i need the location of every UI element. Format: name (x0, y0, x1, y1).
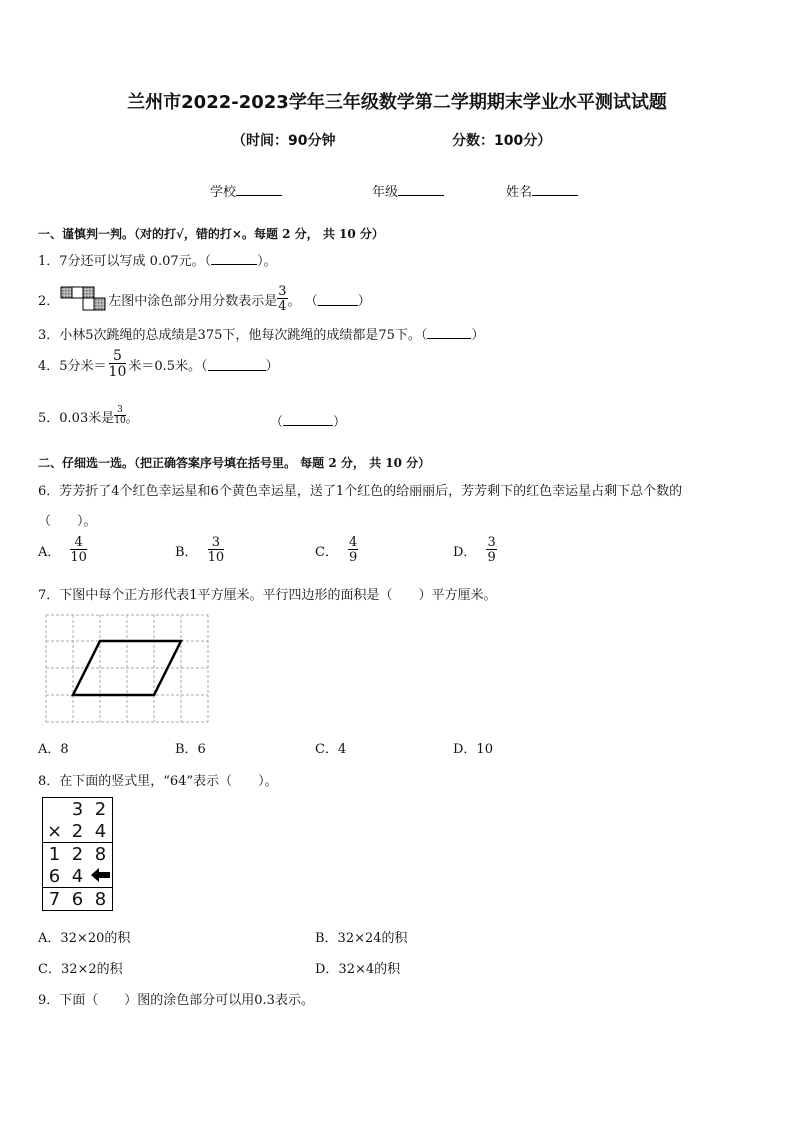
mult-cell: 8 (89, 888, 113, 911)
q7-option-b[interactable]: B．6 (175, 742, 206, 757)
q6-option-d[interactable] (453, 536, 497, 564)
q7-option-a[interactable]: A．8 (38, 742, 69, 757)
q7-option-d[interactable]: D．10 (453, 742, 493, 757)
q3-answer-blank[interactable] (427, 326, 471, 339)
mult-row (43, 888, 113, 911)
question-2 (38, 284, 371, 314)
mult-row (43, 865, 113, 888)
shaded-squares-figure (59, 284, 107, 314)
q2-end: 。 （ (287, 293, 318, 309)
q5-fraction (114, 406, 125, 426)
q2-denominator: 4 (278, 299, 287, 314)
q4-text-b: 米＝0.5米。（ (128, 358, 208, 374)
q6-c-den: 9 (348, 550, 358, 565)
grade-label: 年级 (372, 185, 399, 200)
q2-fraction (277, 285, 287, 313)
mult-cell (89, 865, 113, 888)
q2-answer-blank[interactable] (318, 293, 358, 306)
q6-d-num: 3 (487, 535, 496, 550)
question-5 (38, 406, 139, 426)
mult-cell: 6 (48, 865, 61, 887)
school-label: 学校 (210, 185, 237, 200)
mult-cell: 2 (94, 798, 107, 820)
mult-cell: 8 (89, 843, 113, 866)
q6-option-b[interactable] (175, 536, 224, 564)
q5-text-b: 。 (125, 410, 139, 426)
q6-option-a-label: A． (38, 544, 61, 560)
q6-option-c-fraction (348, 536, 358, 564)
mult-cell: 3 (71, 798, 84, 820)
q3-text: 3．小林5次跳绳的总成绩是375下，他每次跳绳的成绩都是75下。（ (38, 328, 428, 343)
question-4 (38, 349, 279, 379)
q4-fraction (109, 349, 127, 379)
mult-cell: 7 (43, 888, 67, 911)
mult-cell: × (46, 820, 63, 842)
name-label: 姓名 (506, 185, 533, 200)
q6-option-b-fraction (208, 536, 225, 564)
q8-option-a[interactable]: A．32×20的积 (38, 931, 131, 946)
mult-cell: 6 (66, 888, 89, 911)
mult-cell (43, 798, 67, 821)
q6-option-c[interactable] (315, 536, 358, 564)
q2-close: ） (357, 293, 371, 309)
q6-a-den: 10 (70, 550, 87, 565)
mult-cell: 2 (71, 820, 84, 842)
q9-text: 9．下面（ ）图的涂色部分可以用0.3表示。 (38, 993, 314, 1008)
name-field[interactable] (506, 181, 578, 200)
q6-option-a-fraction (70, 536, 87, 564)
q6-option-d-fraction (486, 536, 496, 564)
q3-end: ） (471, 328, 485, 343)
mult-cell: 4 (94, 820, 107, 842)
q1-answer-blank[interactable] (211, 252, 257, 265)
time-label: （时间：90分钟 (232, 133, 336, 149)
q5-denominator: 10 (114, 416, 126, 426)
q6-line1: 6．芳芳折了4个红色幸运星和6个黄色幸运星，送了1个红色的给丽丽后，芳芳剩下的红色幸运星占剩下总个数的 (38, 484, 683, 499)
question-3 (38, 324, 484, 343)
q5-paren-close: ） (333, 415, 347, 430)
q8-text: 8．在下面的竖式里，“64”表示（ ）。 (38, 774, 278, 789)
q4-numerator: 5 (109, 349, 127, 364)
q5-answer-blank[interactable] (283, 413, 333, 426)
q8-option-d[interactable]: D．32×4的积 (315, 962, 401, 977)
section1-heading: 一、谨慎判一判。（对的打√，错的打×。每题 2 分， 共 10 分） (38, 227, 384, 241)
q4-text-a: 4．5分米＝ (38, 358, 107, 374)
q1-text: 1．7分还可以写成 0.07元。（ (38, 254, 212, 269)
q1-end: ）。 (257, 254, 277, 269)
page-title: 兰州市2022-2023学年三年级数学第二学期期末学业水平测试试题 (127, 92, 667, 113)
q4-end: ） (265, 358, 279, 374)
multiplication-table (42, 797, 113, 911)
q2-numerator: 3 (278, 284, 287, 299)
q4-denominator: 10 (108, 364, 127, 380)
q6-b-den: 10 (207, 550, 225, 565)
left-arrow-icon (91, 868, 111, 882)
q5-answer (270, 411, 346, 430)
q6-a-num: 4 (70, 536, 87, 550)
mult-row (43, 798, 113, 821)
vertical-multiplication-figure (42, 797, 113, 911)
question-1 (38, 250, 277, 269)
q6-option-a[interactable] (38, 536, 87, 564)
q6-line2: （ ）。 (38, 514, 97, 529)
q6-option-c-label: C． (315, 544, 338, 560)
mult-cell: 4 (71, 865, 84, 887)
q2-number: 2． (38, 293, 60, 309)
mult-row (43, 843, 113, 866)
q6-d-den: 9 (487, 550, 496, 565)
q2-text: 左图中涂色部分用分数表示是 (108, 293, 278, 309)
school-blank[interactable] (236, 183, 282, 196)
q6-c-num: 4 (348, 535, 358, 550)
q6-option-b-label: B． (175, 544, 198, 560)
q4-answer-blank[interactable] (208, 358, 266, 371)
school-field[interactable] (210, 181, 282, 200)
mult-row (43, 820, 113, 843)
q7-text: 7．下图中每个正方形代表1平方厘米。平行四边形的面积是（ ）平方厘米。 (38, 588, 497, 603)
q5-text-a: 5．0.03米是 (38, 410, 115, 426)
grade-blank[interactable] (398, 183, 444, 196)
q6-b-num: 3 (208, 536, 225, 550)
q8-option-c[interactable]: C．32×2的积 (38, 962, 123, 977)
q7-option-c[interactable]: C．4 (315, 742, 347, 757)
section2-heading: 二、仔细选一选。（把正确答案序号填在括号里。 每题 2 分， 共 10 分） (38, 456, 431, 470)
q5-numerator: 3 (114, 406, 125, 416)
parallelogram-grid-figure (42, 612, 212, 727)
mult-cell: 2 (66, 843, 89, 866)
q5-paren-open: （ (270, 415, 284, 430)
q6-option-d-label: D． (453, 544, 477, 560)
grade-field[interactable] (372, 181, 444, 200)
name-blank[interactable] (532, 183, 578, 196)
score-label: 分数：100分） (452, 133, 552, 149)
mult-cell: 1 (43, 843, 67, 866)
q8-option-b[interactable]: B．32×24的积 (315, 931, 408, 946)
